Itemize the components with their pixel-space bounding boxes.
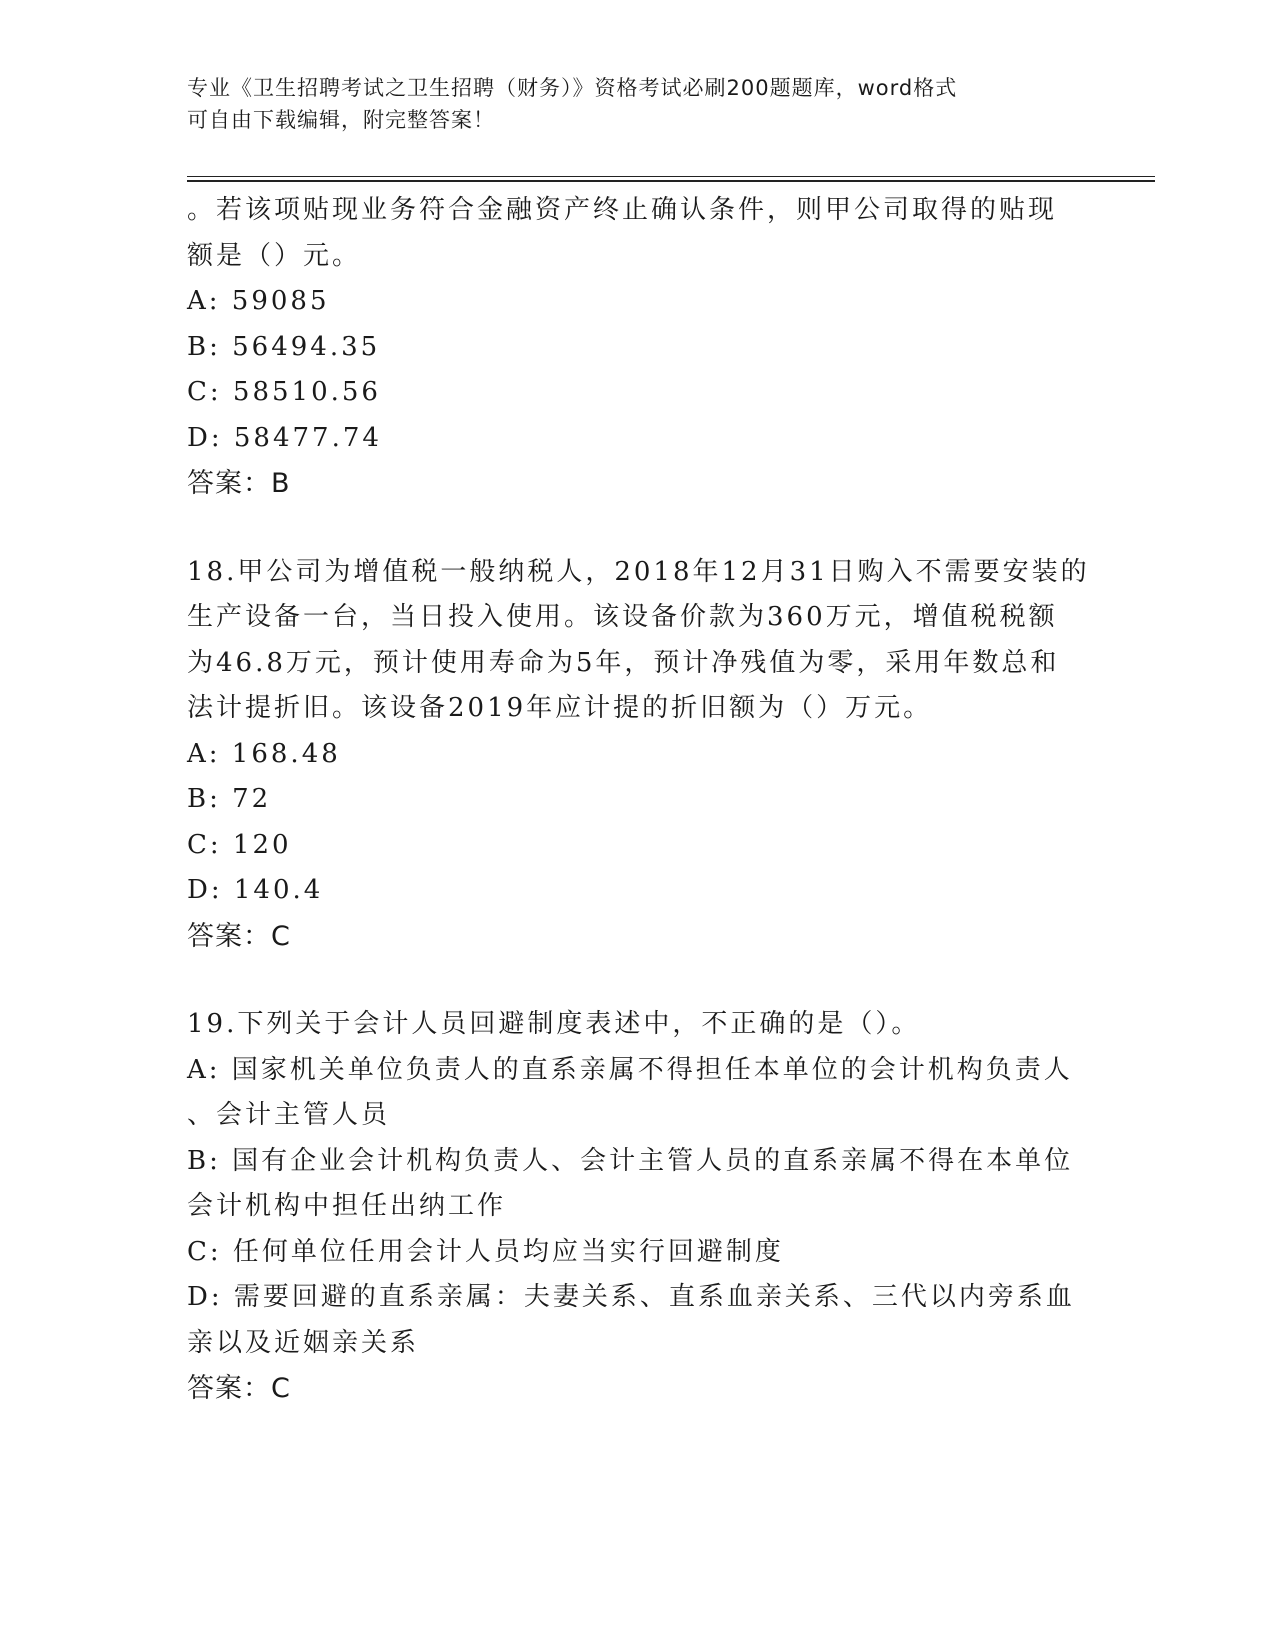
header-divider-thin	[187, 176, 1155, 177]
question-content	[187, 188, 1090, 1412]
question-17	[187, 188, 1087, 507]
question-stem-line: 法计提折旧。该设备2019年应计提的折旧额为（）万元。	[187, 693, 933, 723]
option-c: C: 58510.56	[187, 377, 381, 407]
option-c: C: 任何单位任用会计人员均应当实行回避制度	[187, 1236, 784, 1267]
spacer	[187, 959, 1087, 1002]
option-c: C: 120	[187, 829, 292, 860]
question-stem-line: 18.甲公司为增值税一般纳税人，2018年12月31日购入不需要安装的	[187, 556, 1090, 587]
option-d: D: 需要回避的直系亲属：夫妻关系、直系血亲关系、三代以内旁系血	[187, 1282, 1075, 1312]
question-18	[187, 550, 1090, 960]
option-d: D: 58477.74	[187, 422, 382, 453]
option-a: A: 168.48	[187, 738, 341, 769]
option-b-continued: 会计机构中担任出纳工作	[187, 1191, 507, 1221]
header-line-1: 专业《卫生招聘考试之卫生招聘（财务）》资格考试必刷200题题库，word格式	[187, 76, 958, 100]
answer-line: 答案：C	[187, 920, 291, 952]
question-stem-line: 额是（）元。	[187, 240, 362, 271]
option-b: B: 国有企业会计机构负责人、会计主管人员的直系亲属不得在本单位	[187, 1145, 1074, 1176]
question-stem-line: 19.下列关于会计人员回避制度表述中，不正确的是（）。	[187, 1009, 921, 1039]
answer-line: 答案：C	[187, 1373, 291, 1404]
option-a: A: 国家机关单位负责人的直系亲属不得担任本单位的会计机构负责人	[187, 1054, 1073, 1085]
option-d-continued: 亲以及近姻亲关系	[187, 1327, 420, 1358]
question-stem-line: 。若该项贴现业务符合金融资产终止确认条件，则甲公司取得的贴现	[187, 195, 1058, 225]
question-stem-line: 为46.8万元，预计使用寿命为5年，预计净残值为零，采用年数总和	[187, 647, 1060, 678]
option-b: B: 56494.35	[187, 331, 381, 362]
page-header	[187, 72, 1067, 136]
header-divider-thick	[187, 180, 1155, 182]
option-d: D: 140.4	[187, 875, 324, 905]
question-stem-line: 生产设备一台，当日投入使用。该设备价款为360万元，增值税税额	[187, 602, 1058, 632]
question-19	[187, 1002, 1087, 1412]
option-b: B: 72	[187, 784, 272, 814]
spacer	[187, 507, 1087, 550]
option-a: A: 59085	[187, 286, 330, 316]
answer-line: 答案：B	[187, 468, 291, 499]
option-a-continued: 、会计主管人员	[187, 1100, 391, 1130]
header-line-2: 可自由下载编辑，附完整答案！	[187, 108, 495, 132]
